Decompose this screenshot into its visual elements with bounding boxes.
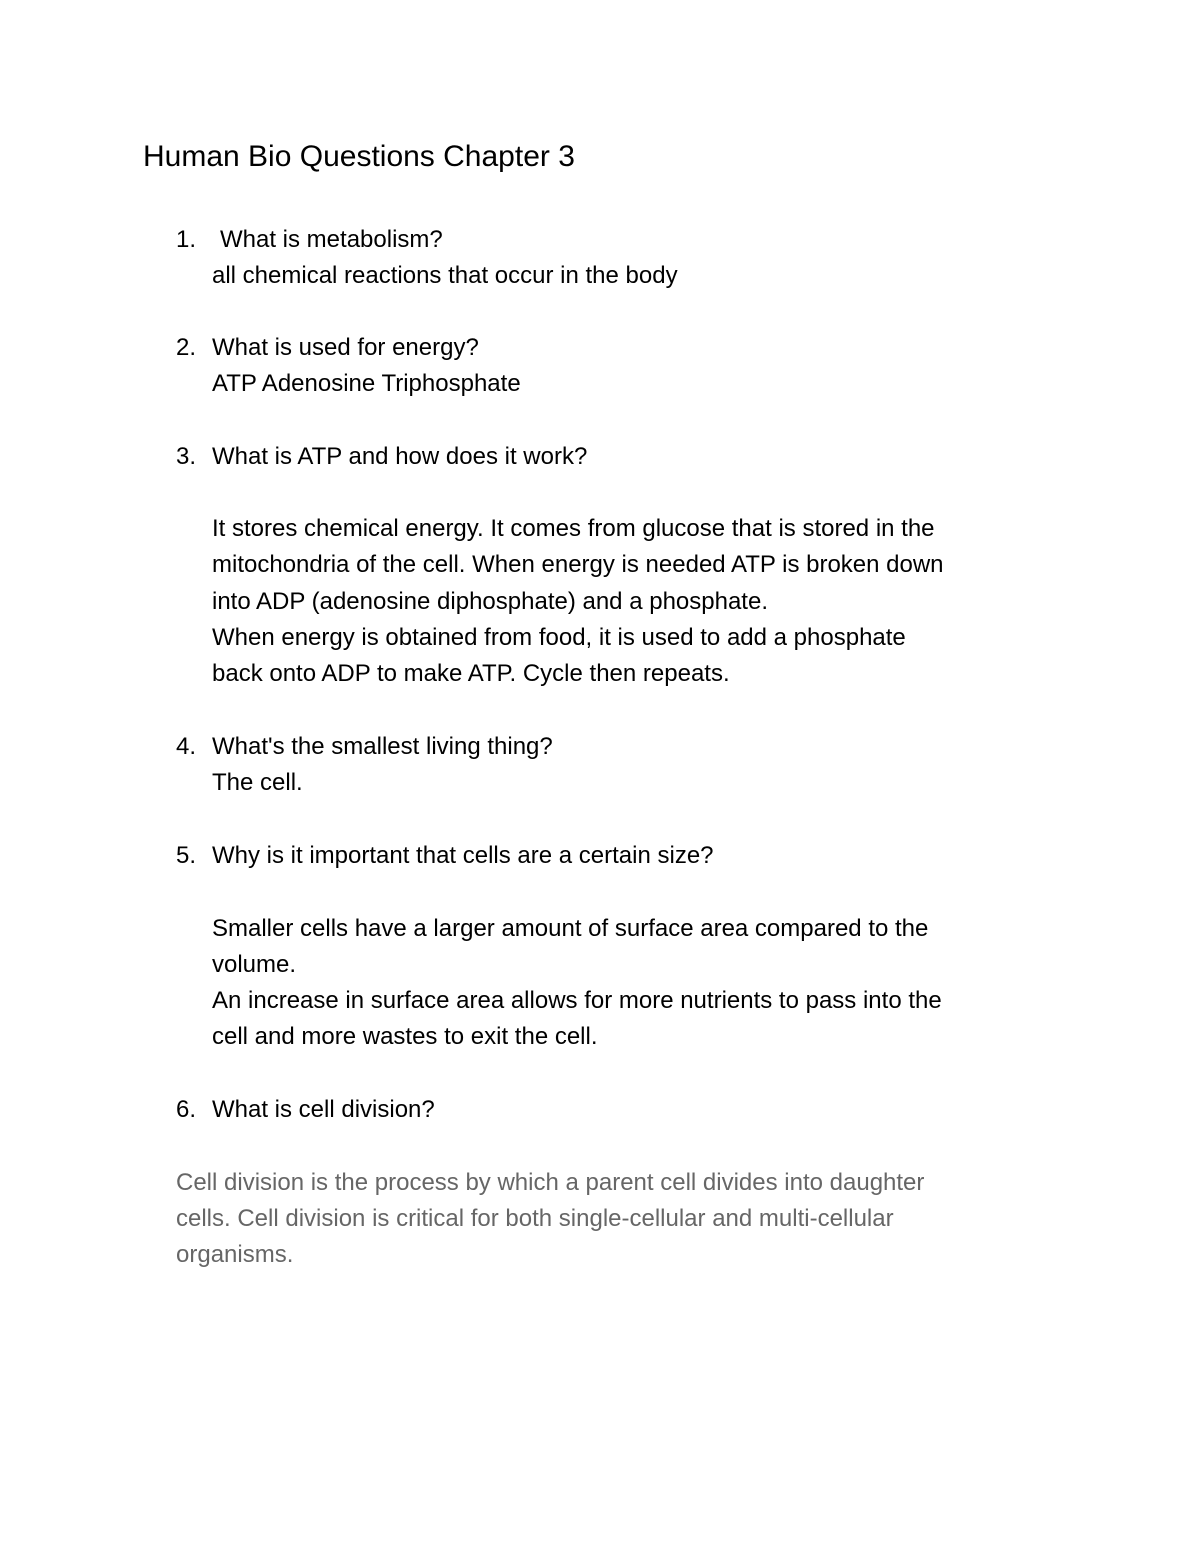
answer-text: cell and more wastes to exit the cell. xyxy=(212,1023,598,1050)
question-number: 2. xyxy=(176,334,197,361)
question-text: What is used for energy? xyxy=(212,334,479,361)
question-text: Why is it important that cells are a certain size? xyxy=(212,842,714,869)
answer-text: Smaller cells have a larger amount of surface area compared to the xyxy=(212,915,929,942)
question-number: 1. xyxy=(176,226,197,253)
answer-text: When energy is obtained from food, it is used to add a phosphate xyxy=(212,624,906,651)
question-number: 4. xyxy=(176,733,197,760)
answer-text: It stores chemical energy. It comes from glucose that is stored in the xyxy=(212,515,935,542)
answer-text: An increase in surface area allows for more nutrients to pass into the xyxy=(212,987,942,1014)
question-text: What is cell division? xyxy=(212,1096,435,1123)
question-number: 6. xyxy=(176,1096,197,1123)
answer-text: into ADP (adenosine diphosphate) and a phosphate. xyxy=(212,588,768,615)
answer-text: back onto ADP to make ATP. Cycle then repeats. xyxy=(212,660,730,687)
question-number: 5. xyxy=(176,842,197,869)
answer-text: all chemical reactions that occur in the body xyxy=(212,262,678,289)
question-number: 3. xyxy=(176,443,197,470)
document-title: Human Bio Questions Chapter 3 xyxy=(143,140,575,173)
answer-text: volume. xyxy=(212,951,297,978)
question-text: What is metabolism? xyxy=(220,226,443,253)
answer-text: mitochondria of the cell. When energy is needed ATP is broken down xyxy=(212,551,944,578)
answer-text: The cell. xyxy=(212,769,303,796)
answer-text: Cell division is the process by which a parent cell divides into daughter xyxy=(176,1169,925,1196)
answer-text: cells. Cell division is critical for both single-cellular and multi-cellular xyxy=(176,1205,894,1232)
answer-text: organisms. xyxy=(176,1241,294,1268)
question-text: What is ATP and how does it work? xyxy=(212,443,588,470)
question-text: What's the smallest living thing? xyxy=(212,733,553,760)
answer-text: ATP Adenosine Triphosphate xyxy=(212,370,521,397)
